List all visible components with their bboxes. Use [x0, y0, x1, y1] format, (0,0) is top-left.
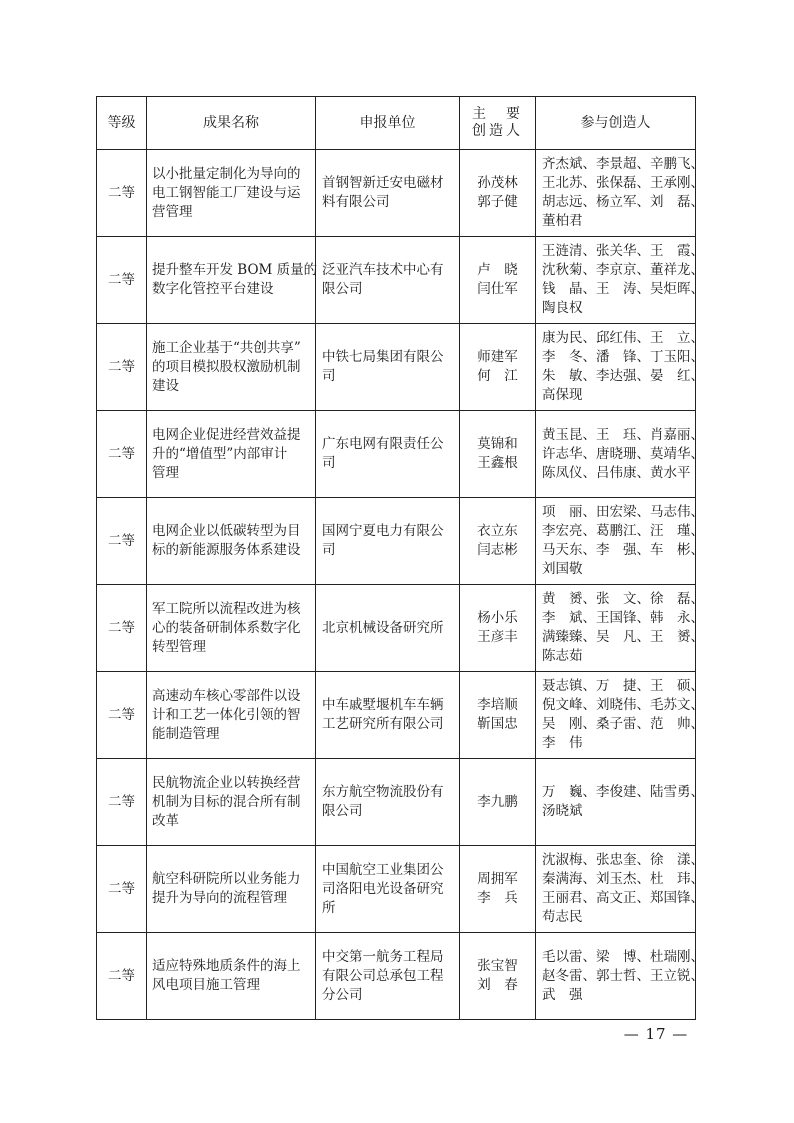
main-creator-line: 李九鹏 — [477, 793, 518, 810]
achievement-name-cell — [147, 672, 316, 759]
achievement-name-line: 建设 — [152, 377, 179, 394]
main-creator-cell — [460, 585, 536, 672]
award-table — [96, 96, 704, 1020]
table-row — [97, 411, 696, 498]
participants-cell — [536, 759, 704, 846]
participants-line: 陶良权 — [542, 300, 583, 316]
applicant-unit-line: 国网宁夏电力有限公 — [322, 523, 444, 539]
participants-cell — [536, 672, 704, 759]
participants-line: 毛以雷、梁 博、杜瑞刚、 — [542, 948, 704, 965]
header-unit: 申报单位 — [316, 97, 460, 150]
main-creator-line: 周拥军 — [477, 871, 518, 887]
participants-line: 沈秋菊、李京京、董祥龙、 — [542, 262, 704, 278]
applicant-unit-line: 中交第一航务工程局 — [322, 948, 444, 965]
participants-cell — [536, 237, 704, 324]
main-creator-line: 杨小乐 — [477, 610, 518, 626]
grade-cell: 二等 — [97, 759, 147, 846]
grade-cell: 二等 — [97, 846, 147, 933]
applicant-unit-line: 有限公司总承包工程 — [322, 967, 444, 984]
participants-line: 聂志镇、万 捷、王 硕、 — [542, 678, 704, 694]
grade-cell: 二等 — [97, 585, 147, 672]
participants-line: 马天东、李 强、车 彬、 — [542, 542, 704, 558]
header-name: 成果名称 — [147, 97, 316, 150]
achievement-name-line: 以小批量定制化为导向的 — [152, 165, 301, 182]
achievement-name-line: 民航物流企业以转换经营 — [152, 774, 301, 791]
achievement-name-line: 营管理 — [152, 203, 193, 220]
main-creator-cell — [460, 759, 536, 846]
participants-line: 项 丽、田宏梁、马志伟、 — [542, 504, 704, 520]
applicant-unit-line: 中国航空工业集团公 — [322, 861, 444, 878]
participants-line: 胡志远、杨立军、刘 磊、 — [542, 194, 704, 210]
header-main-creator-line: 创造人 — [472, 123, 523, 139]
participants-cell — [536, 846, 704, 933]
applicant-unit-line: 首钢智新迁安电磁材 — [322, 175, 444, 191]
main-creator-line: 孙茂林 — [477, 175, 518, 191]
achievement-name-cell — [147, 324, 316, 411]
participants-line: 高保现 — [542, 387, 583, 403]
applicant-unit-cell — [316, 411, 460, 498]
participants-line: 陈凤仪、吕伟康、黄水平 — [542, 464, 691, 481]
participants-line: 康为民、邱红伟、王 立、 — [542, 330, 704, 346]
participants-line: 武 强 — [542, 986, 583, 1003]
achievement-name-cell — [147, 498, 316, 585]
achievement-name-cell — [147, 237, 316, 324]
applicant-unit-line: 工艺研究所有限公司 — [322, 716, 444, 732]
main-creator-line: 靳国忠 — [477, 716, 518, 732]
participants-line: 满臻臻、吴 凡、王 赟、 — [542, 629, 704, 645]
table-body — [97, 150, 704, 1020]
participants-line: 刘国敬 — [542, 561, 583, 577]
achievement-name-cell — [147, 759, 316, 846]
grade-cell: 二等 — [97, 237, 147, 324]
participants-line: 吴 刚、桑子雷、范 帅、 — [542, 716, 704, 732]
participants-cell — [536, 585, 704, 672]
achievement-name-line: 风电项目施工管理 — [152, 977, 260, 993]
achievement-name-line: 机制为目标的混合所有制 — [152, 793, 301, 810]
grade-cell: 二等 — [97, 150, 147, 237]
main-creator-line: 郭子健 — [477, 194, 518, 210]
participants-line: 许志华、唐晓珊、莫靖华、 — [542, 445, 704, 462]
participants-line: 汤晓斌 — [542, 803, 583, 819]
achievement-name-line: 电网企业促进经营效益提 — [152, 426, 301, 443]
grade-cell: 二等 — [97, 411, 147, 498]
participants-line: 王丽君、高文正、郑国锋、 — [542, 890, 704, 906]
applicant-unit-cell — [316, 933, 460, 1020]
participants-line: 齐杰斌、李景超、辛鹏飞、 — [542, 156, 704, 172]
applicant-unit-line: 广东电网有限责任公 — [322, 436, 444, 452]
applicant-unit-line: 中车戚墅堰机车车辆 — [322, 697, 444, 713]
applicant-unit-line: 司 — [322, 542, 336, 558]
participants-line: 沈淑梅、张忠奎、徐 漾、 — [542, 852, 704, 868]
participants-line: 李 冬、潘 锋、丁玉阳、 — [542, 349, 704, 365]
participants-line: 钱 晶、王 涛、吴炬晖、 — [542, 281, 704, 297]
achievement-name-line: 标的新能源服务体系建设 — [152, 542, 301, 558]
achievement-name-line: 的项目模拟股权激励机制 — [152, 358, 301, 375]
applicant-unit-cell — [316, 759, 460, 846]
achievement-name-line: 电网企业以低碳转型为目 — [152, 523, 301, 539]
achievement-name-line: 心的装备研制体系数字化 — [152, 619, 301, 636]
table-row — [97, 237, 696, 324]
grade-cell: 二等 — [97, 933, 147, 1020]
main-creator-cell — [460, 846, 536, 933]
main-creator-line: 王鑫根 — [477, 455, 518, 471]
participants-line: 王北苏、张保磊、王承刚、 — [542, 175, 704, 191]
page-number: — 17 — — [623, 1025, 689, 1043]
table-row — [97, 585, 696, 672]
participants-line: 苟志民 — [542, 909, 583, 925]
participants-line: 李 斌、王国锋、韩 永、 — [542, 610, 704, 626]
table-row — [97, 759, 696, 846]
achievement-name-line: 管理 — [152, 464, 179, 481]
table-row — [97, 672, 696, 759]
applicant-unit-cell — [316, 150, 460, 237]
main-creator-line: 张宝智 — [477, 958, 518, 974]
main-creator-line: 卢 晓 — [477, 262, 518, 278]
main-creator-line: 李 兵 — [477, 890, 518, 906]
applicant-unit-cell — [316, 498, 460, 585]
participants-cell — [536, 411, 704, 498]
header-grade: 等级 — [97, 97, 147, 150]
table-row — [97, 846, 696, 933]
main-creator-cell — [460, 933, 536, 1020]
applicant-unit-cell — [316, 237, 460, 324]
achievement-name-line: 能制造管理 — [152, 725, 220, 742]
applicant-unit-line: 泛亚汽车技术中心有 — [322, 262, 444, 278]
participants-line: 倪文峰、刘晓伟、毛苏文、 — [542, 697, 704, 713]
participants-line: 陈志茹 — [542, 648, 583, 664]
applicant-unit-line: 中铁七局集团有限公 — [322, 349, 444, 365]
achievement-name-cell — [147, 846, 316, 933]
participants-cell — [536, 150, 704, 237]
main-creator-line: 莫锦和 — [477, 436, 518, 452]
main-creator-line: 师建军 — [477, 349, 518, 365]
achievement-name-line: 施工企业基于“共创共享” — [152, 339, 301, 356]
participants-line: 秦满海、刘玉杰、杜 玮、 — [542, 871, 704, 887]
main-creator-line: 何 江 — [477, 368, 518, 384]
achievement-name-line: 提升为导向的流程管理 — [152, 890, 287, 906]
main-creator-cell — [460, 150, 536, 237]
participants-line: 万 巍、李俊建、陆雪勇、 — [542, 784, 704, 800]
grade-cell: 二等 — [97, 672, 147, 759]
applicant-unit-line: 所 — [322, 899, 336, 916]
table-row — [97, 498, 696, 585]
achievement-name-cell — [147, 150, 316, 237]
achievement-name-line: 适应特殊地质条件的海上 — [152, 958, 301, 974]
main-creator-line: 闫志彬 — [477, 542, 518, 558]
grade-cell: 二等 — [97, 498, 147, 585]
main-creator-cell — [460, 498, 536, 585]
participants-cell — [536, 324, 704, 411]
achievement-name-line: 电工钢智能工厂建设与运 — [152, 184, 301, 201]
main-creator-cell — [460, 237, 536, 324]
participants-line: 黄 赟、张 文、徐 磊、 — [542, 591, 704, 607]
main-creator-cell — [460, 324, 536, 411]
achievement-name-line: 改革 — [152, 812, 179, 829]
participants-line: 朱 敏、李达强、晏 红、 — [542, 368, 704, 384]
grade-cell: 二等 — [97, 324, 147, 411]
applicant-unit-cell — [316, 585, 460, 672]
table-row — [97, 150, 696, 237]
main-creator-cell — [460, 411, 536, 498]
applicant-unit-line: 限公司 — [322, 803, 363, 819]
applicant-unit-line: 北京机械设备研究所 — [322, 619, 444, 636]
header-main-creator-line: 主 要 — [472, 106, 523, 122]
achievement-name-line: 升的“增值型”内部审计 — [152, 445, 288, 462]
applicant-unit-cell — [316, 672, 460, 759]
applicant-unit-line: 东方航空物流股份有 — [322, 784, 444, 800]
applicant-unit-line: 司洛阳电光设备研究 — [322, 880, 444, 897]
table-row — [97, 933, 696, 1020]
participants-line: 王涟清、张关华、王 霞、 — [542, 243, 704, 259]
applicant-unit-line: 料有限公司 — [322, 194, 390, 210]
participants-line: 李 伟 — [542, 735, 583, 751]
main-creator-line: 李培顺 — [477, 697, 518, 713]
table-row — [97, 324, 696, 411]
achievement-name-cell — [147, 585, 316, 672]
main-creator-line: 王彦丰 — [477, 629, 518, 645]
achievement-name-line: 数字化管控平台建设 — [152, 281, 274, 297]
main-creator-cell — [460, 672, 536, 759]
main-creator-line: 闫仕军 — [477, 281, 518, 297]
header-row — [97, 97, 696, 150]
achievement-name-line: 提升整车开发 BOM 质量的 — [152, 262, 318, 278]
applicant-unit-cell — [316, 324, 460, 411]
participants-cell — [536, 933, 704, 1020]
achievement-name-line: 转型管理 — [152, 638, 206, 655]
achievement-name-line: 计和工艺一体化引领的智 — [152, 706, 301, 723]
header-main-creator — [460, 97, 536, 150]
applicant-unit-line: 限公司 — [322, 281, 363, 297]
participants-line: 董柏君 — [542, 213, 583, 229]
main-creator-line: 刘 春 — [477, 977, 518, 993]
achievement-name-cell — [147, 933, 316, 1020]
achievement-name-line: 航空科研院所以业务能力 — [152, 871, 301, 887]
participants-line: 赵冬雷、郭士哲、王立锐、 — [542, 967, 704, 984]
main-creator-line: 衣立东 — [477, 523, 518, 539]
applicant-unit-line: 司 — [322, 368, 336, 384]
applicant-unit-cell — [316, 846, 460, 933]
participants-cell — [536, 498, 704, 585]
participants-line: 黄玉昆、王 珏、肖嘉丽、 — [542, 426, 704, 443]
participants-line: 李宏亮、葛鹏江、汪 瑾、 — [542, 523, 704, 539]
achievement-name-line: 军工院所以流程改进为核 — [152, 600, 301, 617]
applicant-unit-line: 司 — [322, 455, 336, 471]
achievement-name-cell — [147, 411, 316, 498]
achievement-name-line: 高速动车核心零部件以设 — [152, 687, 301, 704]
header-participants: 参与创造人 — [536, 97, 696, 150]
applicant-unit-line: 分公司 — [322, 986, 363, 1003]
